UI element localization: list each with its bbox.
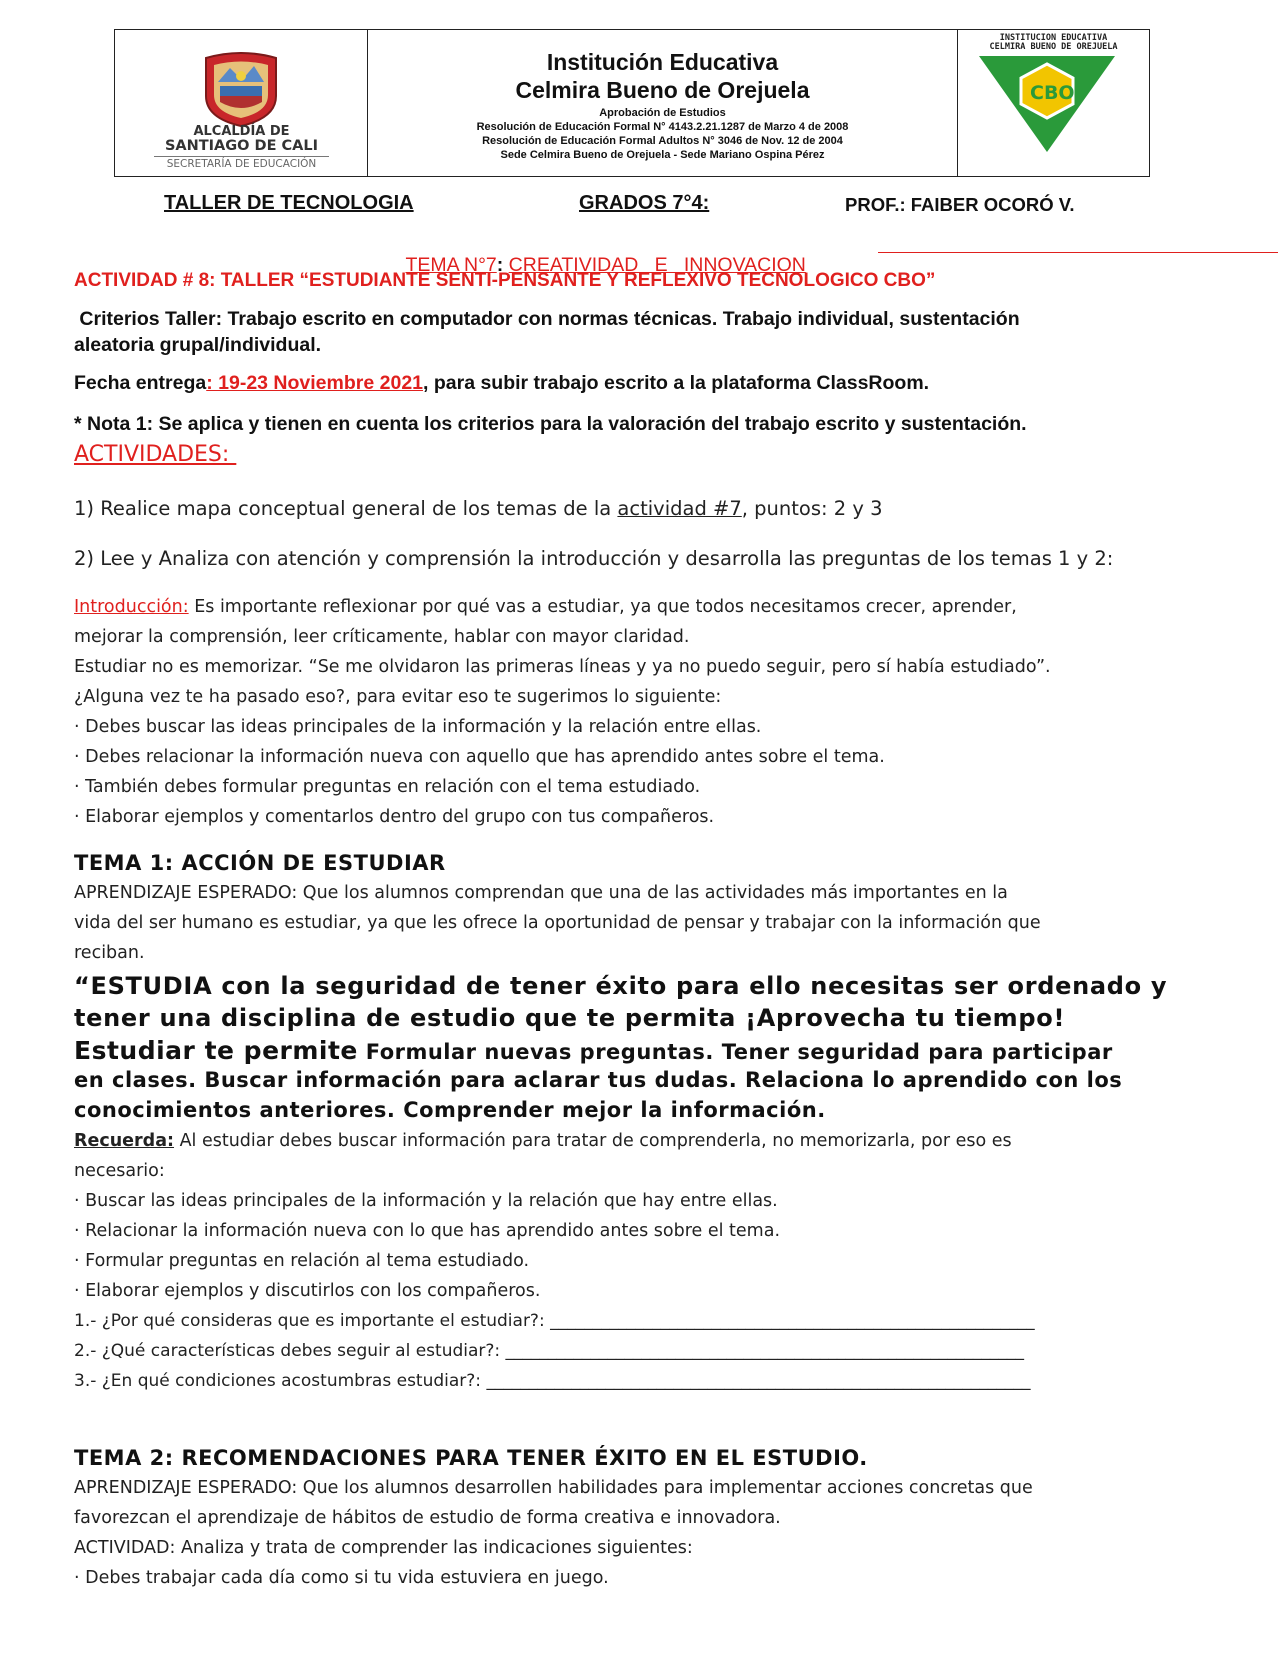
intro-bullet: · Debes buscar las ideas principales de la información y la relación entre ellas. [74,717,762,737]
resolution-1: Resolución de Educación Formal N° 4143.2.21.1287 de Marzo 4 de 2008 [476,121,849,133]
cali-line3: SECRETARÍA DE EDUCACIÓN [166,158,317,170]
cbo-shield-icon [977,56,1117,154]
tema2-bullet: · Debes trabajar cada día como si tu vida estuviera en juego. [74,1568,609,1588]
document-header [114,29,1150,177]
intro-text1: Es importante reflexionar por qué vas a estudiar, ya que todos necesitamos crecer, aprender, [188,597,1017,617]
tema-name: CREATIVIDAD E INNOVACION [508,254,806,276]
actividades-heading: ACTIVIDADES: [74,442,237,467]
tema2-actividad: ACTIVIDAD: Analiza y trata de comprender las indicaciones siguientes: [74,1538,693,1558]
tema-colon: : [496,254,509,276]
intro-label: Introducción: [74,597,189,617]
tema2-aprendizaje1: APRENDIZAJE ESPERADO: Que los alumnos desarrollen habilidades para implementar acciones concretas que [74,1478,1033,1498]
intro-bullet: · También debes formular preguntas en relación con el tema estudiado. [74,777,701,797]
tema1-aprendizaje2: vida del ser humano es estudiar, ya que les ofrece la oportunidad de pensar y trabajar con la información que [74,913,1041,933]
actividad-1 [74,497,883,520]
question-3[interactable]: 3.- ¿En qué condiciones acostumbras estudiar?: ________________________________________________________________ [74,1371,1031,1391]
nota-1: * Nota 1: Se aplica y tienen en cuenta los criterios para la valoración del trabajo escrito y sustentación. [74,413,1027,435]
approval-text: Aprobación de Estudios [599,107,726,119]
quote-rest: Formular nuevas preguntas. Tener seguridad para participar [357,1040,1113,1064]
question-2[interactable]: 2.- ¿Qué características debes seguir al estudiar?: _____________________________________________________________ [74,1341,1025,1361]
recuerda-bullet: · Formular preguntas en relación al tema estudiado. [74,1251,530,1271]
cbo-logo-line1: INSTITUCION EDUCATIVA [999,33,1108,43]
tema1-heading: TEMA 1: ACCIÓN DE ESTUDIAR [74,851,446,875]
intro-bullet: · Debes relacionar la información nueva con aquello que has aprendido antes sobre el tema. [74,747,885,767]
question-1[interactable]: 1.- ¿Por qué consideras que es importante el estudiar?: _________________________________________________________ [74,1311,1035,1331]
cbo-mark: CBO [1030,82,1075,104]
cali-line1: ALCALDÍA DE [193,124,290,139]
cbo-logo-line2: CELMIRA BUENO DE OREJUELA [989,42,1118,52]
fecha-date: : 19-23 Noviembre 2021 [206,372,424,394]
cali-divider [154,156,329,157]
quote-line3 [74,1036,1113,1065]
quote-line5: conocimientos anteriores. Comprender mejor la información. [74,1098,826,1122]
quote-big-text: Estudiar te permite [74,1036,358,1065]
intro-line1 [74,597,1017,617]
actividad-1-puntos: , puntos: 2 y 3 [741,497,883,520]
recuerda-label: Recuerda: [74,1131,175,1151]
quote-line2: tener una disciplina de estudio que te permita ¡Aprovecha tu tiempo! [74,1004,1066,1032]
actividad-7-link: actividad #7 [617,497,742,520]
fecha-label: Fecha entrega [74,372,207,394]
tema2-aprendizaje2: favorezcan el aprendizaje de hábitos de estudio de forma creativa e innovadora. [74,1508,781,1528]
cali-coat-of-arms-icon [196,52,286,128]
criterios-line1: Criterios Taller: Trabajo escrito en computador con normas técnicas. Trabajo individual, sustentación [74,308,1020,330]
resolution-2: Resolución de Educación Formal Adultos N° 3046 de Nov. 12 de 2004 [482,135,843,147]
tema1-aprendizaje3: reciban. [74,943,145,963]
institution-title: Institución Educativa [546,49,779,75]
tema-prefix: TEMA N°7 [405,254,497,276]
recuerda-line2: necesario: [74,1161,165,1181]
grados-label: GRADOS 7°4: [579,192,710,214]
cbo-logo-cell [958,30,1149,176]
recuerda-line1 [74,1131,1012,1151]
criterios-line2: aleatoria grupal/individual. [74,334,322,356]
recuerda-bullet: · Elaborar ejemplos y discutirlos con los compañeros. [74,1281,541,1301]
tema1-aprendizaje1: APRENDIZAJE ESPERADO: Que los alumnos comprendan que una de las actividades más importantes en la [74,883,1008,903]
institution-name: Celmira Bueno de Orejuela [515,77,810,103]
taller-title: TALLER DE TECNOLOGIA [164,192,414,214]
professor-name: PROF.: FAIBER OCORÓ V. [845,194,1075,215]
quote-line1: “ESTUDIA con la seguridad de tener éxito para ello necesitas ser ordenado y [74,972,1168,1000]
intro-line3: Estudiar no es memorizar. “Se me olvidaron las primeras líneas y ya no puedo seguir, pero sí había estudiado”. [74,657,1051,677]
recuerda-bullet: · Relacionar la información nueva con lo que has aprendido antes sobre el tema. [74,1221,781,1241]
fecha-entrega [74,372,929,395]
actividad-title: ACTIVIDAD # 8: TALLER “ESTUDIANTE SENTI-PENSANTE Y REFLEXIVO TECNOLOGICO CBO” [74,270,936,291]
recuerda-bullet: · Buscar las ideas principales de la información y la relación que hay entre ellas. [74,1191,778,1211]
intro-line4: ¿Alguna vez te ha pasado eso?, para evitar eso te sugerimos lo siguiente: [74,687,722,707]
intro-bullet: · Elaborar ejemplos y comentarlos dentro del grupo con tus compañeros. [74,807,715,827]
institution-info [368,30,958,176]
sede-text: Sede Celmira Bueno de Orejuela - Sede Mariano Ospina Pérez [500,149,825,161]
actividad-1-text: 1) Realice mapa conceptual general de los temas de la [74,497,618,520]
recuerda-text: Al estudiar debes buscar información para tratar de comprenderla, no memorizarla, por eso es [174,1131,1012,1151]
actividad-2: 2) Lee y Analiza con atención y comprensión la introducción y desarrolla las preguntas de los temas 1 y 2: [74,547,1114,570]
cali-logo-cell [115,30,368,176]
fecha-rest: , para subir trabajo escrito a la plataforma ClassRoom. [423,372,930,394]
tema-underline [878,252,1278,253]
quote-line4: en clases. Buscar información para aclarar tus dudas. Relaciona lo aprendido con los [74,1068,1123,1092]
cali-line2: SANTIAGO DE CALI [164,138,319,154]
tema2-heading: TEMA 2: RECOMENDACIONES PARA TENER ÉXITO EN EL ESTUDIO. [74,1446,868,1470]
intro-line2: mejorar la comprensión, leer críticamente, hablar con mayor claridad. [74,627,690,647]
